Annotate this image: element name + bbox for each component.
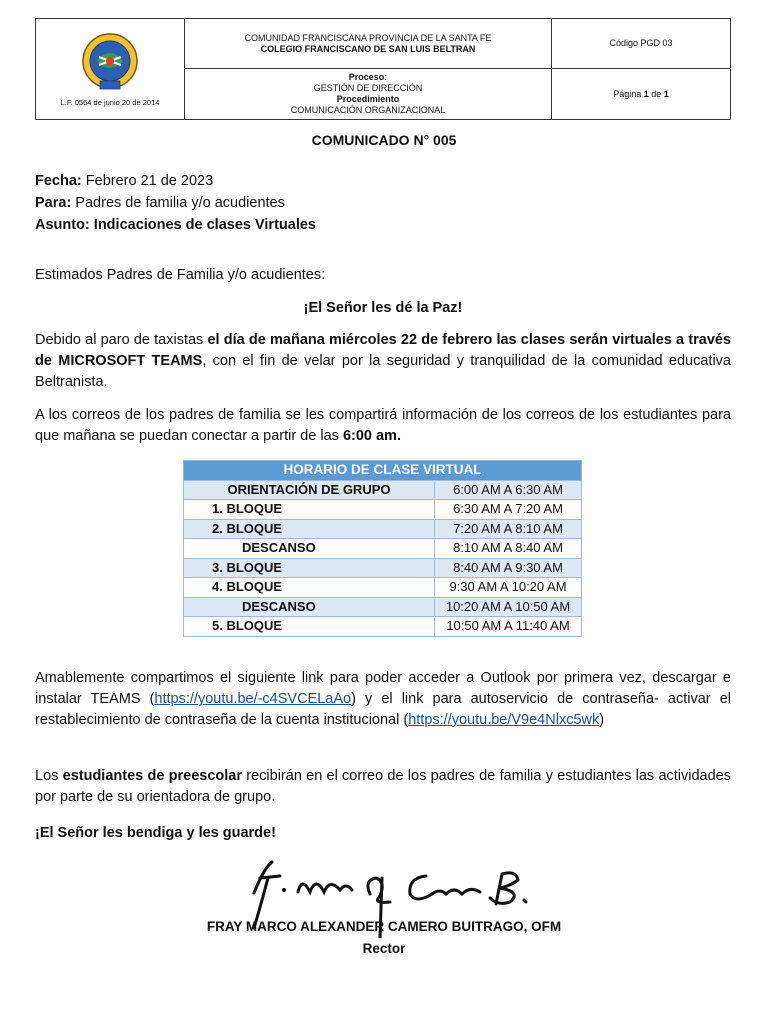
- logo-cell: [36, 19, 185, 120]
- password-reset-video-link[interactable]: https://youtu.be/V9e4Nlxc5wk: [408, 712, 600, 728]
- outlook-teams-video-link[interactable]: https://youtu.be/-c4SVCELaAo: [154, 691, 352, 707]
- institution-cell: [185, 19, 552, 69]
- procedure-value: COMUNICACIÓN ORGANIZACIONAL: [290, 105, 446, 115]
- table-row: DESCANSO 8:10 AM A 8:40 AM: [184, 539, 582, 559]
- community-name: COMUNIDAD FRANCISCANA PROVINCIA DE LA SANTA FE: [244, 32, 492, 43]
- document-header: [35, 18, 731, 120]
- procedure-label: Procedimiento: [336, 94, 400, 104]
- date-line: Fecha: Febrero 21 de 2023: [35, 173, 214, 189]
- table-row: 5. BLOQUE 10:50 AM A 11:40 AM: [184, 617, 582, 637]
- table-row: 3. BLOQUE 8:40 AM A 9:30 AM: [184, 558, 582, 578]
- page-number-cell: Página 1 de 1: [552, 69, 731, 120]
- document-code: Código PGD 03: [552, 19, 731, 69]
- paragraph-emails: A los correos de los padres de familia se les compartirá información de los correos de los estudiantes para que mañana se puedan conectar a partir de las 6:00 am.: [35, 407, 731, 444]
- table-row: ORIENTACIÓN DE GRUPO 6:00 AM A 6:30 AM: [184, 480, 582, 500]
- table-row: DESCANSO 10:20 AM A 10:50 AM: [184, 597, 582, 617]
- closing-blessing: ¡El Señor les bendiga y les guarde!: [35, 825, 276, 841]
- registration-text: L.F. 0564 de junio 20 de 2014: [60, 97, 160, 107]
- table-row: 1. BLOQUE 6:30 AM A 7:20 AM: [184, 500, 582, 520]
- process-label: Proceso:: [348, 72, 388, 82]
- signatory-name: FRAY MARCO ALEXANDER CAMERO BUITRAGO, OFM: [206, 919, 562, 934]
- signatory-role: Rector: [362, 941, 406, 956]
- subject-line: Asunto: Indicaciones de clases Virtuales: [35, 217, 316, 233]
- paragraph-links: Amablemente compartimos el siguiente link para poder acceder a Outlook por primera vez, descargar e instalar TEAMS (https://youtu.be/-c4SVCELaAo) y el link para autoservicio de contraseña- activar el restablecimiento de contraseña de la cuenta institucional (https://youtu.be/V9e4Nlxc5wk): [35, 670, 731, 728]
- schedule-table: [183, 460, 582, 637]
- school-crest-logo: [75, 31, 145, 93]
- paragraph-strike-notice: Debido al paro de taxistas el día de mañana miércoles 22 de febrero las clases serán virtuales a través de MICROSOFT TEAMS, con el fin de velar por la seguridad y tranquilidad de la comunidad educativa Beltranista.: [35, 332, 732, 390]
- greeting: Estimados Padres de Familia y/o acudientes:: [35, 267, 326, 283]
- document-title: COMUNICADO N° 005: [311, 132, 457, 148]
- table-row: 4. BLOQUE 9:30 AM A 10:20 AM: [184, 578, 582, 598]
- to-line: Para: Padres de familia y/o acudientes: [35, 195, 285, 211]
- schedule-title: HORARIO DE CLASE VIRTUAL: [184, 461, 582, 481]
- table-row: 2. BLOQUE 7:20 AM A 8:10 AM: [184, 519, 582, 539]
- memo-meta: [35, 170, 316, 236]
- school-name: COLEGIO FRANCISCANO DE SAN LUIS BELTRAN: [260, 43, 476, 54]
- process-cell: [185, 69, 552, 120]
- blessing: ¡El Señor les dé la Paz!: [303, 300, 463, 316]
- process-value: GESTIÓN DE DIRECCIÓN: [313, 83, 423, 93]
- paragraph-preschool: Los estudiantes de preescolar recibirán en el correo de los padres de familia y estudiantes las actividades por parte de su orientadora de grupo.: [35, 768, 731, 805]
